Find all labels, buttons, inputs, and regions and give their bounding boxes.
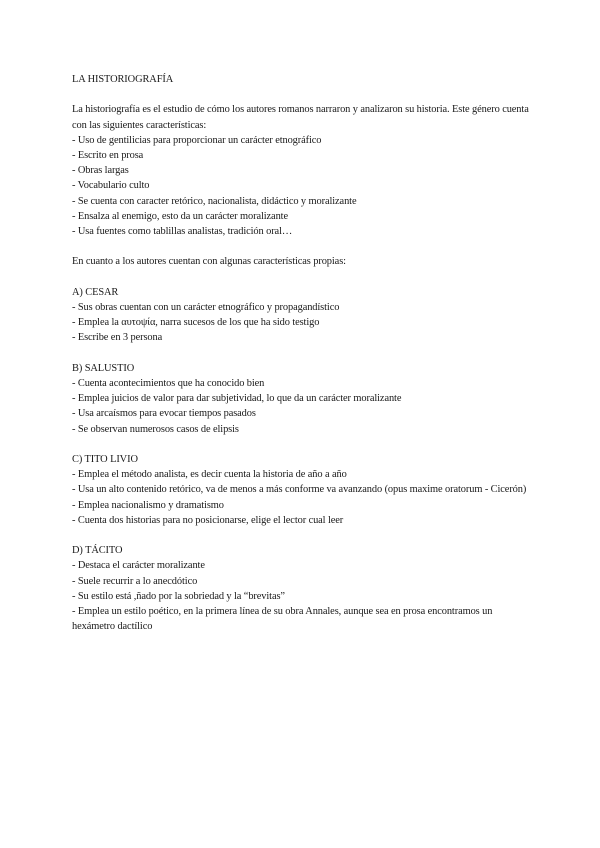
list-item: - Obras largas xyxy=(72,165,129,177)
list-item: - Usa arcaísmos para evocar tiempos pasados xyxy=(72,408,256,420)
list-item: - Emplea un estilo poético, en la primera línea de su obra Annales, aunque sea en prosa encontramos un hexámetro dactílico xyxy=(72,606,493,633)
section-list xyxy=(72,558,532,634)
list-item: - Destaca el carácter moralizante xyxy=(72,560,205,572)
list-item: - Cuenta acontecimientos que ha conocido bien xyxy=(72,378,265,389)
list-item: - Emplea el método analista, es decir cuenta la historia de año a año xyxy=(72,469,347,481)
document-body xyxy=(72,72,532,634)
section-heading: C) TITO LIVIO xyxy=(72,454,138,465)
list-item: - Emplea nacionalismo y dramatismo xyxy=(72,499,224,511)
section-tito-livio xyxy=(72,452,532,528)
list-item: - Ensalza al enemigo, esto da un carácter moralizante xyxy=(72,210,288,222)
spacer xyxy=(72,437,532,452)
list-item: - Usa un alto contenido retórico, va de menos a más conforme va avanzando (opus maxime oratorum - Cicerón) xyxy=(72,484,527,496)
list-item: - Su estilo está ,ñado por la sobriedad y la “brevitas” xyxy=(72,590,285,602)
section-heading: D) TÁCITO xyxy=(72,545,123,557)
section-cesar xyxy=(72,285,532,346)
list-item: - Suele recurrir a lo anecdótico xyxy=(72,575,198,587)
list-item: - Uso de gentilicias para proporcionar un carácter etnográfico xyxy=(72,134,322,146)
document-title: LA HISTORIOGRAFÍA xyxy=(72,74,174,85)
list-item: - Se observan numerosos casos de elipsis xyxy=(72,423,239,435)
authors-intro-paragraph: En cuanto a los autores cuentan con algunas características propias: xyxy=(72,256,346,268)
spacer xyxy=(72,528,532,543)
spacer xyxy=(72,346,532,361)
section-list xyxy=(72,300,532,346)
intro-paragraph: La historiografía es el estudio de cómo los autores romanos narraron y analizaron su historia. Este género cuenta con las siguientes características: xyxy=(72,104,529,131)
list-item: - Usa fuentes como tablillas analistas, tradición oral… xyxy=(72,226,293,238)
list-item: - Emplea la αυτοψία, narra sucesos de los que ha sido testigo xyxy=(72,317,320,329)
general-features-list xyxy=(72,133,532,239)
list-item: - Escrito en prosa xyxy=(72,150,144,161)
section-list xyxy=(72,376,532,437)
list-item: - Emplea juicios de valor para dar subjetividad, lo que da un carácter moralizante xyxy=(72,393,402,405)
list-item: - Se cuenta con caracter retórico, nacionalista, didáctico y moralizante xyxy=(72,195,357,207)
list-item: - Sus obras cuentan con un carácter etnográfico y propagandístico xyxy=(72,302,340,313)
section-list xyxy=(72,467,532,528)
spacer xyxy=(72,239,532,254)
list-item: - Cuenta dos historias para no posicionarse, elige el lector cual leer xyxy=(72,514,344,526)
section-salustio xyxy=(72,361,532,437)
section-heading: B) SALUSTIO xyxy=(72,362,135,374)
section-heading: A) CESAR xyxy=(72,286,119,298)
list-item: - Escribe en 3 persona xyxy=(72,332,163,344)
section-tacito xyxy=(72,543,532,634)
list-item: - Vocabulario culto xyxy=(72,180,150,192)
spacer xyxy=(72,270,532,285)
